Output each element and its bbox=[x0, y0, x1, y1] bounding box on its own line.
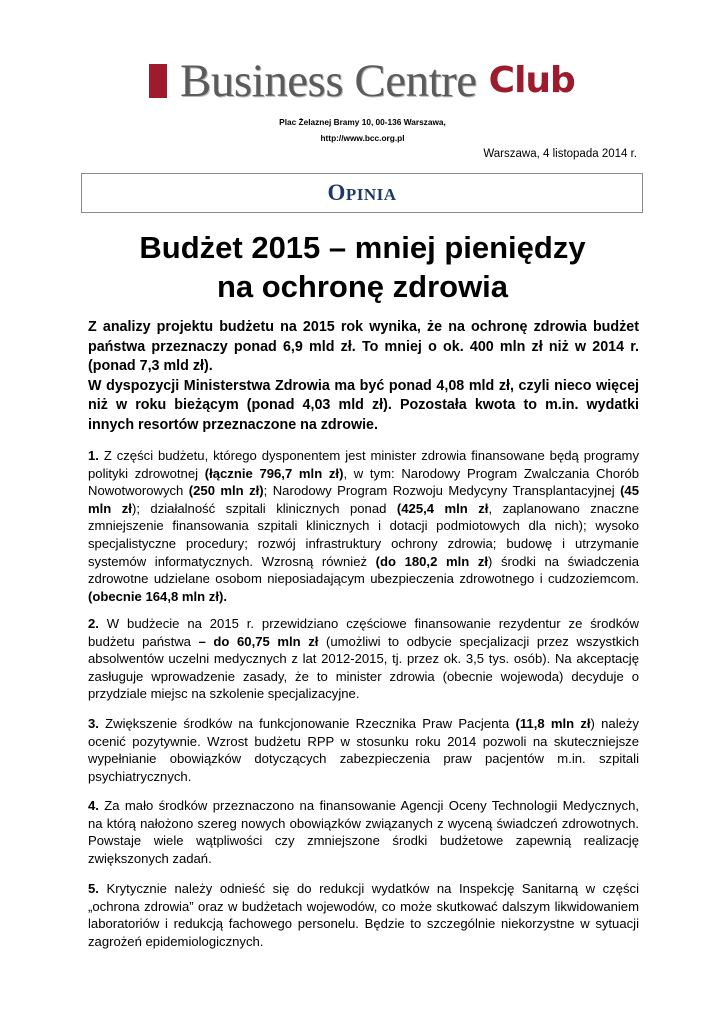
highlighted-amount: (45 mln zł bbox=[88, 483, 639, 516]
highlighted-amount: (łącznie 796,7 mln zł) bbox=[204, 465, 344, 481]
point-text: W budżecie na 2015 r. przewidziano częściowe finansowanie rezydentur ze środków budżetu państwa bbox=[88, 616, 639, 649]
lead-paragraph-1: Z analizy projektu budżetu na 2015 rok wynika, że na ochronę zdrowia budżet państwa przeznaczy ponad 6,9 mld zł. To mniej o ok. 400 mln zł niż w 2014 r. (ponad 7,3 mld zł). bbox=[88, 319, 639, 374]
section-label-initial: O bbox=[327, 180, 346, 205]
point-paragraph bbox=[88, 797, 639, 867]
point-text: Za mało środków przeznaczono na finansowanie Agencji Oceny Technologii Medycznych, na którą nałożono szereg nowych obowiązków związanych z wyceną świadczeń zdrowotnych. Powstaje wiele wątpliwości czy zmniejszone środki budżetowe zapewnią realizację zwiększonych zadań. bbox=[88, 798, 639, 866]
point-number: 5. bbox=[88, 881, 99, 896]
title-line-2: na ochronę zdrowia bbox=[216, 269, 509, 304]
point-paragraph bbox=[88, 715, 639, 785]
point-number: 4. bbox=[88, 798, 99, 813]
point-paragraph bbox=[88, 447, 639, 605]
point-text: , zaplanowano znaczne zmniejszenie finansowania szpitali klinicznych i dotacji podmiotowych dla nich); wysoko specjalistyczne procedury; rozwój infrastruktury ochrony zdrowia; budowę i utrzymanie systemów informatycznych. Wzrosną również bbox=[88, 500, 639, 569]
logo-club-text: Club bbox=[488, 60, 575, 101]
point-text: , w tym: Narodowy Program Zwalczania Chorób Nowotworowych bbox=[88, 465, 640, 499]
point-text: (umożliwi to odbycie specjalizacji przez wszystkich absolwentów uczelni medycznych z lat 2012-2015, tj. przez ok. 3,5 tys. osób). Na akceptację zasługuje wprowadzenie zasady, że to minister zdrowia (obecnie wojewoda) decyduje o przydziale miejsc na szkolenie specjalizacyjne. bbox=[88, 633, 640, 702]
section-label-box bbox=[81, 173, 643, 213]
highlighted-amount: (425,4 mln zł bbox=[396, 500, 489, 516]
logo-square-icon bbox=[149, 64, 167, 98]
highlighted-amount: (obecnie 164,8 mln zł). bbox=[88, 588, 227, 604]
point-text: Krytycznie należy odnieść się do redukcji wydatków na Inspekcję Sanitarną w części „ochrona zdrowia” oraz w budżetach wojewodów, co może skutkować dalszym likwidowaniem laboratoriów i redukcją fachowego personelu. Będzie to szczególnie niekorzystne w sytuacji zagrożeń epidemiologicznych. bbox=[88, 881, 639, 949]
point-text: ) należy ocenić pozytywnie. Wzrost budżetu RPP w stosunku roku 2014 pozwoli na skuteczniejsze wypełnianie obowiązków dotyczących zabezpieczenia praw pacjentów m.in. szpitali psychiatrycznych. bbox=[88, 716, 639, 784]
highlighted-amount: – do 60,75 mln zł bbox=[198, 633, 319, 649]
point-paragraph bbox=[88, 615, 639, 703]
section-label-rest: PINIA bbox=[345, 185, 397, 204]
highlighted-amount: (11,8 mln zł bbox=[515, 716, 591, 731]
document-title bbox=[0, 228, 725, 306]
title-line-1: Budżet 2015 – mniej pieniędzy bbox=[139, 230, 586, 265]
point-text: ; Narodowy Program Rozwoju Medycyny Transplantacyjnej bbox=[263, 483, 621, 499]
point-text: ); działalność szpitali klinicznych ponad bbox=[131, 500, 397, 516]
section-label bbox=[327, 180, 396, 206]
point-number: 3. bbox=[88, 716, 99, 731]
lead-paragraph-2: W dyspozycji Ministerstwa Zdrowia ma być ponad 4,08 mld zł, czyli nieco więcej niż w roku bieżącym (ponad 4,03 mld zł). Pozostała kwota to m.in. wydatki innych resortów przeznaczone na zdrowie. bbox=[88, 377, 639, 433]
bcc-logo bbox=[149, 55, 575, 107]
logo-text: Business Centre bbox=[180, 55, 477, 107]
point-text: ) środki na świadczenia zdrowotne udzielane osobom nieposiadającym ubezpieczenia zdrowotnego i cudzoziemcom. bbox=[88, 553, 639, 587]
highlighted-amount: (do 180,2 mln zł bbox=[375, 553, 489, 569]
point-number: 2. bbox=[88, 616, 99, 631]
lead-section bbox=[88, 318, 639, 435]
address-line: Plac Żelaznej Bramy 10, 00-136 Warszawa, bbox=[279, 117, 446, 127]
document-date: Warszawa, 4 listopada 2014 r. bbox=[483, 148, 637, 160]
point-number: 1. bbox=[88, 448, 99, 463]
point-text: Z części budżetu, którego dysponentem jest minister zdrowia finansowane będą programy polityki zdrowotnej bbox=[88, 448, 639, 481]
point-paragraph bbox=[88, 880, 639, 950]
website-link[interactable]: http://www.bcc.org.pl bbox=[320, 133, 405, 143]
highlighted-amount: (250 mln zł) bbox=[188, 483, 264, 499]
point-text: Zwiększenie środków na funkcjonowanie Rzecznika Praw Pacjenta bbox=[98, 716, 516, 731]
